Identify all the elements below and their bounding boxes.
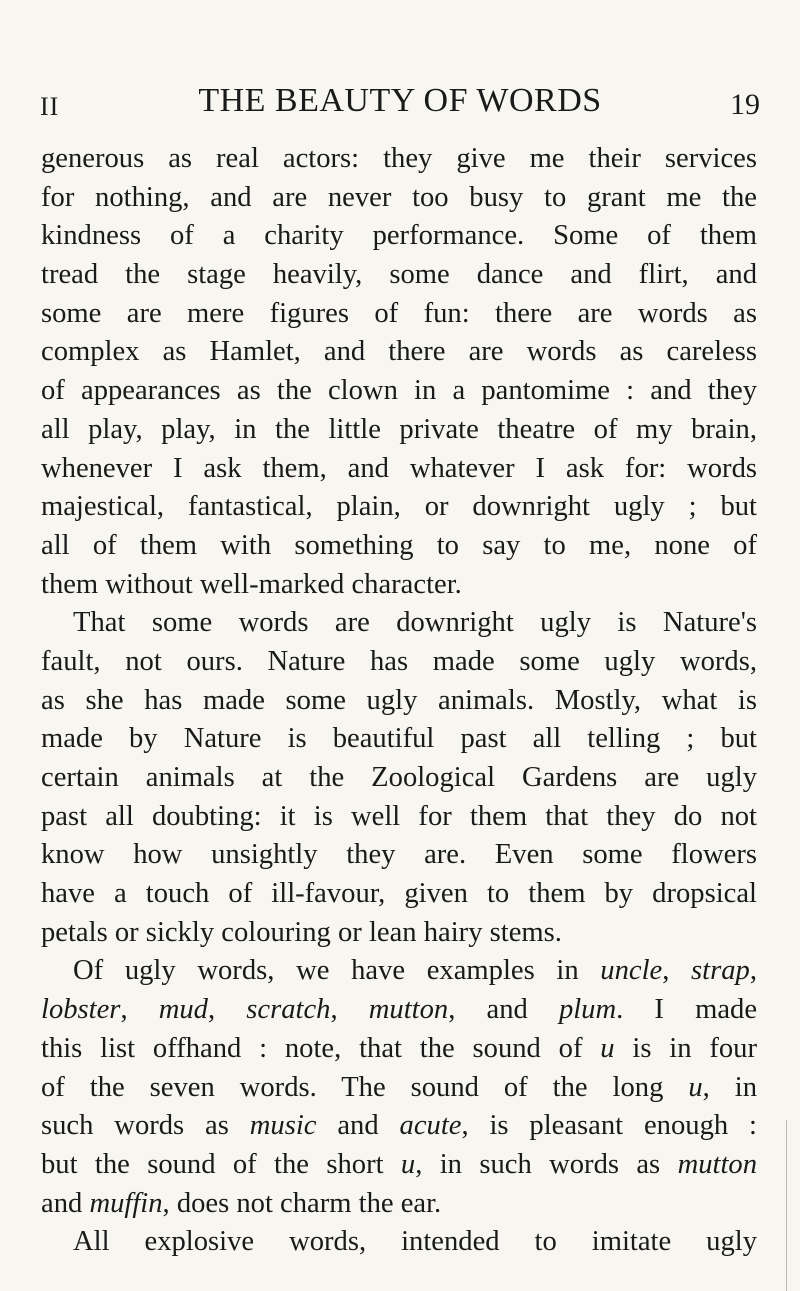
text-line: all play, play, in the little private theatre of my brain,: [41, 413, 757, 445]
text-run: . I made: [616, 994, 758, 1026]
page-number: 19: [730, 88, 760, 121]
text-run: Of ugly words, we have examples in: [73, 955, 601, 987]
text-run: , in such words as: [415, 1148, 678, 1180]
italic-word: mud: [158, 994, 208, 1026]
text-run: , and: [448, 994, 559, 1026]
text-run: and: [41, 1187, 90, 1219]
text-run: ,: [662, 955, 692, 987]
italic-word: lobster: [41, 994, 121, 1026]
text-line: That some words are downright ugly is Nature's: [73, 607, 757, 639]
text-line: as she has made some ugly animals. Mostly, what is: [41, 684, 757, 716]
italic-word: u: [400, 1148, 416, 1180]
text-line: some are mere figures of fun: there are words as: [41, 297, 757, 329]
italic-word: mutton: [368, 994, 449, 1026]
text-line: of appearances as the clown in a pantomime : and they: [41, 375, 757, 407]
text-line: [41, 952, 757, 991]
text-line: [41, 1069, 757, 1108]
running-title: THE BEAUTY OF WORDS: [198, 82, 602, 119]
text-line: petals or sickly colouring or lean hairy stems.: [41, 916, 562, 948]
text-line: fault, not ours. Nature has made some ugly words,: [41, 645, 757, 677]
text-run: this list offhand : note, that the sound of: [41, 1032, 601, 1064]
text-line: [41, 1107, 757, 1146]
chapter-number: II: [40, 92, 60, 121]
text-line: certain animals at the Zoological Gardens are ugly: [41, 762, 757, 793]
text-line: complex as Hamlet, and there are words as careless: [41, 336, 757, 368]
text-line: All explosive words, intended to imitate ugly: [73, 1226, 757, 1258]
text-run: of the seven words. The sound of the long: [41, 1071, 689, 1103]
text-run: is in four: [614, 1032, 757, 1064]
text-line: [41, 1030, 757, 1069]
text-line: generous as real actors: they give me their services: [41, 143, 757, 174]
text-run: but the sound of the short: [41, 1148, 401, 1180]
italic-word: u: [688, 1071, 703, 1103]
text-run: ,: [330, 994, 369, 1026]
running-head: [40, 82, 760, 132]
text-line: for nothing, and are never too busy to grant me the: [41, 181, 757, 213]
text-line: kindness of a charity performance. Some of them: [41, 220, 757, 252]
text-run: , in: [702, 1071, 757, 1103]
text-run: ,: [207, 994, 247, 1026]
text-line: past all doubting: it is well for them that they do not: [41, 800, 757, 832]
text-line: [41, 991, 757, 1030]
body-text: [41, 140, 757, 1262]
italic-word: acute: [399, 1110, 462, 1142]
italic-word: uncle: [600, 955, 663, 987]
text-line: them without well-marked character.: [41, 568, 462, 600]
italic-word: mutton: [677, 1148, 757, 1180]
text-line: majestical, fantastical, plain, or downright ugly ; but: [41, 491, 757, 523]
italic-word: u: [600, 1032, 615, 1064]
text-run: ,: [749, 955, 757, 987]
text-line: made by Nature is beautiful past all telling ; but: [41, 723, 757, 755]
text-line: [41, 1185, 757, 1224]
text-run: and: [316, 1110, 400, 1142]
text-line: have a touch of ill-favour, given to them by dropsical: [41, 878, 757, 910]
scan-edge-line: [786, 1120, 787, 1291]
text-run: ,: [120, 994, 159, 1026]
text-run: such words as: [41, 1110, 250, 1142]
text-run: , is pleasant enough :: [461, 1110, 757, 1142]
italic-word: music: [249, 1110, 317, 1142]
italic-word: plum: [558, 994, 617, 1026]
text-line: tread the stage heavily, some dance and flirt, and: [41, 259, 757, 291]
italic-word: scratch: [246, 994, 331, 1026]
text-run: , does not charm the ear.: [162, 1187, 442, 1219]
italic-word: muffin: [89, 1187, 163, 1219]
text-line: [41, 1146, 757, 1185]
text-line: all of them with something to say to me, none of: [41, 529, 757, 561]
italic-word: strap: [691, 955, 750, 987]
text-line: whenever I ask them, and whatever I ask for: words: [41, 452, 757, 484]
text-line: know how unsightly they are. Even some flowers: [41, 839, 757, 871]
